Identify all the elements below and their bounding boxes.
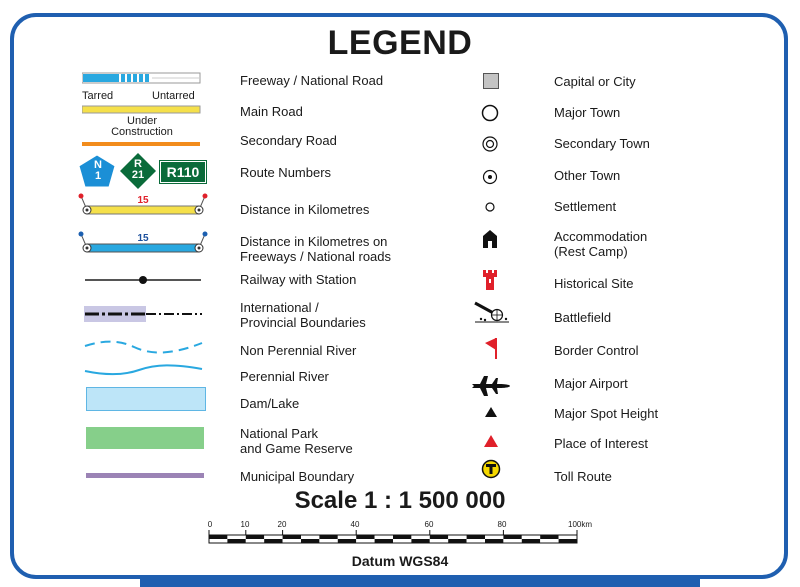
- scale-segment-bottom: [448, 539, 466, 543]
- hut-icon: [482, 229, 498, 249]
- scale-segment-top: [209, 535, 227, 539]
- scale-segment-bottom: [393, 539, 411, 543]
- scale-title: Scale 1 : 1 500 000: [294, 487, 506, 514]
- label-secondary-road: Secondary Road: [240, 133, 337, 148]
- bottom-bar: [140, 579, 700, 587]
- scale-segment-top: [283, 535, 301, 539]
- label-toll-route: Toll Route: [554, 469, 612, 484]
- scale-segment-bottom: [227, 539, 245, 543]
- regional-route-label: R 21: [131, 158, 145, 181]
- label-other-town: Other Town: [554, 168, 621, 183]
- label-route-numbers: Route Numbers: [240, 165, 332, 180]
- scale-segment-top: [448, 535, 466, 539]
- label-non-perennial-river: Non Perennial River: [240, 343, 357, 358]
- scale-segment-bottom: [559, 539, 577, 543]
- untarred-note: Untarred: [152, 90, 195, 102]
- scale-tick-label: 0: [207, 520, 213, 529]
- lake-swatch-icon: [86, 387, 206, 411]
- label-municipal-boundary: Municipal Boundary: [240, 469, 355, 484]
- label-place-of-interest: Place of Interest: [554, 436, 648, 451]
- secondary-town-icon: [482, 136, 498, 152]
- scale-segment-bottom: [246, 539, 264, 543]
- river-icon: [84, 362, 204, 380]
- scale-tick-label: 100km: [568, 520, 593, 529]
- scale-segment-top: [559, 535, 577, 539]
- freeway-line-icon: [82, 71, 202, 87]
- scale-segment-bottom: [411, 539, 429, 543]
- cannon-icon: [473, 300, 511, 326]
- other-town-icon: [482, 169, 498, 185]
- distance-value: 15: [137, 195, 149, 206]
- scale-segment-bottom: [356, 539, 374, 543]
- label-freeway-distance: Distance in Kilometres on Freeways / National roads: [240, 234, 392, 264]
- tarred-note: Tarred: [82, 90, 114, 102]
- airplane-icon: [470, 372, 512, 398]
- label-major-airport: Major Airport: [554, 376, 628, 391]
- scale-segment-top: [375, 535, 393, 539]
- scale-segment-top: [430, 535, 448, 539]
- red-triangle-icon: [483, 434, 499, 448]
- black-triangle-icon: [484, 406, 498, 418]
- scale-segment-bottom: [319, 539, 337, 543]
- municipal-line-icon: [86, 473, 204, 478]
- under-construction-note: Under Construction: [111, 115, 173, 138]
- scale-segment-bottom: [338, 539, 356, 543]
- scale-segment-top: [301, 535, 319, 539]
- scale-segment-bottom: [209, 539, 227, 543]
- dashed-river-icon: [84, 338, 204, 358]
- scale-segment-bottom: [430, 539, 448, 543]
- major-town-icon: [481, 104, 499, 122]
- label-capital-city: Capital or City: [554, 74, 636, 89]
- scale-segment-bottom: [375, 539, 393, 543]
- label-major-town: Major Town: [554, 105, 621, 120]
- scale-tick-label: 20: [277, 520, 287, 529]
- settlement-icon: [484, 201, 496, 213]
- scale-segment-top: [467, 535, 485, 539]
- scale-segment-bottom: [540, 539, 558, 543]
- label-secondary-town: Secondary Town: [554, 136, 650, 151]
- scale-tick-label: 60: [424, 520, 434, 529]
- label-accommodation: Accommodation (Rest Camp): [554, 229, 648, 259]
- secondary-road-line-icon: [82, 140, 202, 148]
- label-historical-site: Historical Site: [554, 276, 634, 291]
- scale-segment-top: [485, 535, 503, 539]
- scale-segment-top: [503, 535, 521, 539]
- label-dam-lake: Dam/Lake: [240, 396, 300, 411]
- national-route-label: N 1: [94, 159, 102, 182]
- scale-segment-top: [522, 535, 540, 539]
- datum-label: Datum WGS84: [351, 553, 449, 569]
- park-swatch-icon: [86, 427, 204, 449]
- label-major-spot-height: Major Spot Height: [554, 406, 659, 421]
- scale-bar: [206, 530, 582, 548]
- label-distance: Distance in Kilometres: [240, 202, 370, 217]
- scale-segment-bottom: [503, 539, 521, 543]
- scale-tick-label: 40: [350, 520, 360, 529]
- capital-city-icon: [483, 73, 499, 89]
- scale-segment-bottom: [467, 539, 485, 543]
- label-perennial-river: Perennial River: [240, 369, 329, 384]
- scale-segment-top: [356, 535, 374, 539]
- scale-tick-label: 10: [240, 520, 250, 529]
- label-battlefield: Battlefield: [554, 310, 612, 325]
- scale-segment-top: [264, 535, 282, 539]
- scale-segment-bottom: [283, 539, 301, 543]
- boundary-lines-icon: [84, 306, 204, 322]
- scale-segment-top: [393, 535, 411, 539]
- scale-segment-bottom: [485, 539, 503, 543]
- scale-segment-top: [246, 535, 264, 539]
- toll-route-icon: [481, 459, 501, 479]
- label-border-control: Border Control: [554, 343, 639, 358]
- scale-segment-top: [319, 535, 337, 539]
- red-flag-icon: [483, 336, 499, 360]
- label-freeway: Freeway / National Road: [240, 73, 384, 88]
- scale-tick-label: 80: [497, 520, 507, 529]
- red-tower-icon: [482, 269, 498, 291]
- label-main-road: Main Road: [240, 104, 303, 119]
- scale-segment-top: [540, 535, 558, 539]
- label-settlement: Settlement: [554, 199, 617, 214]
- scale-segment-bottom: [301, 539, 319, 543]
- scale-segment-bottom: [264, 539, 282, 543]
- label-railway: Railway with Station: [240, 272, 357, 287]
- scale-segment-top: [338, 535, 356, 539]
- freeway-distance-value: 15: [137, 233, 149, 244]
- scale-segment-top: [227, 535, 245, 539]
- label-national-park: National Park and Game Reserve: [240, 426, 353, 456]
- scale-segment-bottom: [522, 539, 540, 543]
- legend-title: LEGEND: [327, 24, 473, 62]
- railway-line-icon: [84, 274, 204, 286]
- scale-segment-top: [411, 535, 429, 539]
- route-number-sign: R110: [160, 161, 206, 183]
- label-boundaries: International / Provincial Boundaries: [240, 300, 366, 330]
